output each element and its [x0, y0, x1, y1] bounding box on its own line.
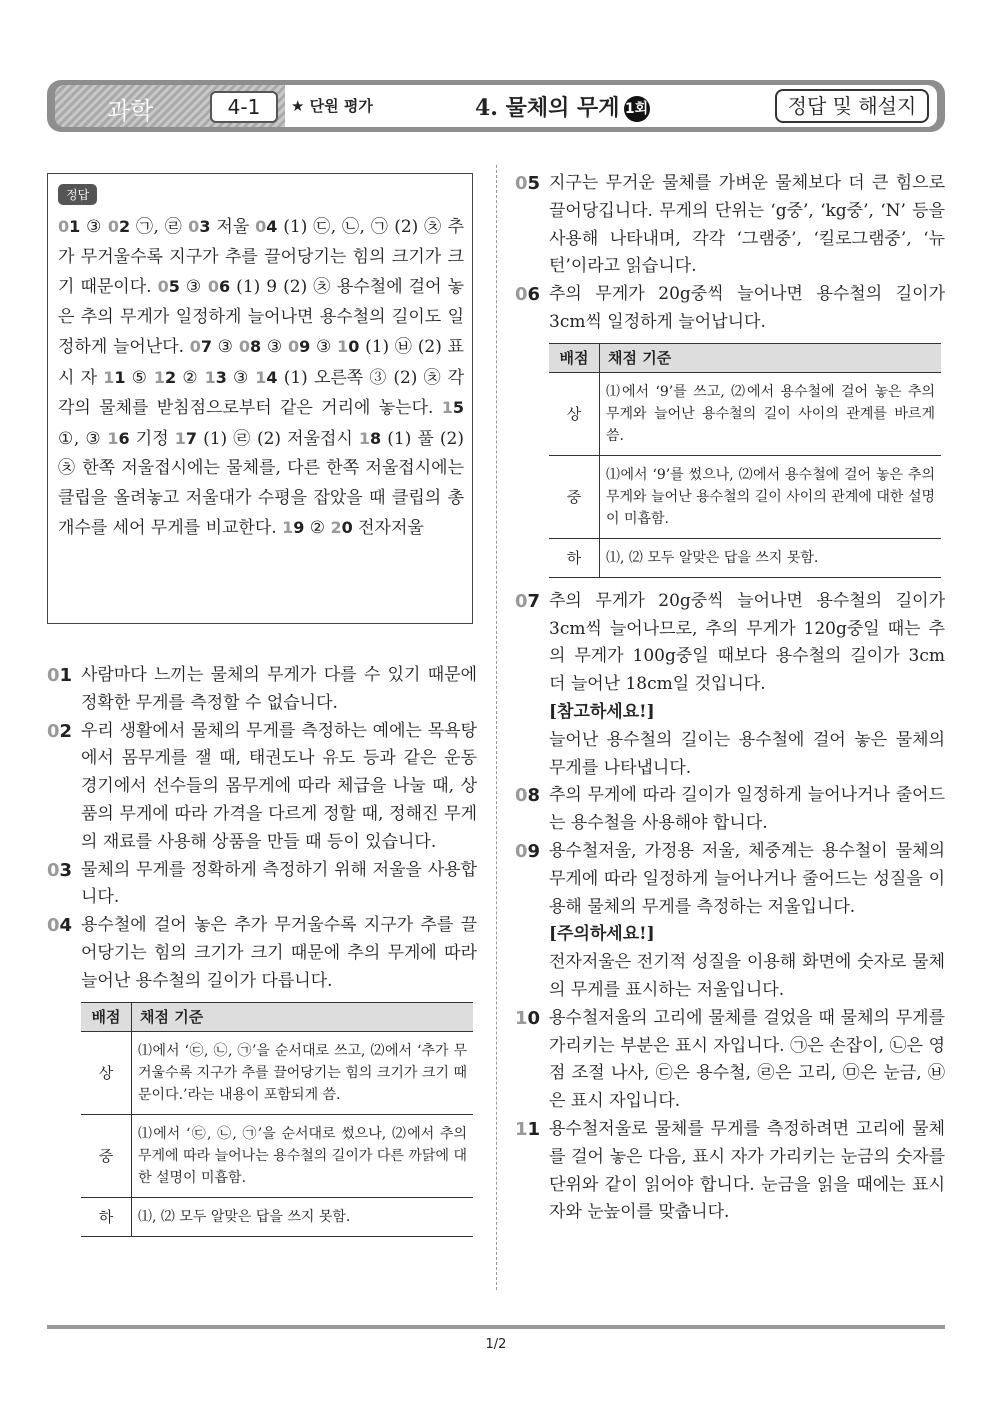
round-badge: 1회 — [624, 96, 650, 122]
right-column — [515, 170, 945, 1227]
note-heading: [주의하세요!] — [549, 924, 655, 945]
answer-text: (1) 풀 (2) ㉩ 한쪽 저울접시에는 물체를, 다른 한쪽 저울접시에는 클립을 올려놓고 저울대가 수평을 잡았을 때 클립의 총 개수를 세어 무게를 비교한다. — [58, 428, 465, 538]
explanation-text: 추의 무게가 20g중씩 늘어나면 용수철의 길이가 3cm씩 일정하게 늘어납니다. — [549, 284, 945, 332]
explanation-item — [515, 838, 945, 1005]
explanation-text: 추의 무게가 20g중씩 늘어나면 용수철의 길이가 3cm씩 늘어나므로, 추의 무게가 120g중일 때는 추의 무게가 100g중일 때보다 용수철의 길이가 3cm 더 늘어난 18cm일 것입니다. — [549, 590, 945, 695]
header-bar — [47, 80, 945, 132]
item-number: 17 — [174, 428, 197, 448]
explanation-item — [515, 588, 945, 783]
explanation-item — [47, 662, 477, 718]
table-header-criteria: 채점 기준 — [132, 1002, 474, 1031]
criteria-text: ⑴에서 ‘9’를 쓰고, ⑵에서 용수철에 걸어 놓은 추의 무게와 늘어난 용수철의 길이 사이의 관계를 바르게 씀. — [600, 372, 942, 455]
explanation-item — [47, 912, 477, 995]
explanation-text: 용수철저울로 물체를 무게를 측정하려면 고리에 물체를 걸어 놓은 다음, 표시 자가 가리키는 눈금의 숫자를 단위와 같이 읽어야 합니다. 눈금을 읽을 때에는 표시 자와 눈높이를 맞춥니다. — [549, 1118, 945, 1223]
table-row — [81, 1114, 473, 1197]
explanation-item — [515, 170, 945, 281]
subject-label: 과학 — [107, 97, 154, 125]
answer-text: 전자저울 — [352, 518, 424, 538]
header-inner — [55, 85, 937, 127]
item-number: 02 — [107, 217, 131, 236]
explanation-text: 추의 무게에 따라 길이가 일정하게 늘어나거나 줄어드는 용수철을 사용해야 합니다. — [549, 785, 945, 834]
table-header-criteria: 채점 기준 — [600, 343, 942, 372]
answer-text: ② — [304, 518, 331, 538]
table-row — [549, 538, 941, 577]
item-number: 02 — [47, 720, 73, 742]
answer-text: ③ — [212, 337, 239, 357]
explanation-item — [47, 718, 477, 857]
table-row — [549, 372, 941, 455]
answer-text: (1) 9 (2) ㉩ 용수철에 걸어 놓은 추의 무게가 일정하게 늘어나면 용수철의 길이도 일정하게 늘어난다. — [58, 277, 464, 357]
table-header-score: 배점 — [549, 343, 600, 372]
answer-text: (1) ㉥ (2) 표시 자 — [58, 337, 464, 388]
scoring-table — [81, 1002, 473, 1237]
score-level: 상 — [81, 1031, 132, 1114]
explanation-item — [47, 857, 477, 913]
item-number: 19 — [282, 518, 305, 537]
item-number: 04 — [47, 915, 73, 937]
table-header-score: 배점 — [81, 1002, 132, 1031]
item-number: 04 — [255, 217, 278, 236]
item-number: 06 — [515, 284, 541, 306]
item-number: 01 — [58, 217, 81, 236]
item-number: 14 — [255, 367, 278, 387]
item-number: 08 — [238, 337, 262, 356]
answer-list — [58, 212, 464, 544]
item-number: 20 — [330, 518, 353, 537]
criteria-text: ⑴에서 ‘㉢, ㉡, ㉠’을 순서대로 썼으나, ⑵에서 추의 무게에 따라 늘어나는 용수철의 길이가 다른 까닭에 대한 설명이 미흡함. — [132, 1114, 474, 1197]
answer-text: ② — [176, 367, 205, 388]
left-column — [47, 662, 477, 1247]
criteria-text: ⑴에서 ‘㉢, ㉡, ㉠’을 순서대로 쓰고, ⑵에서 ‘추가 무거울수록 지구가 추를 끌어당기는 힘의 크기가 크기 때문이다.’라는 내용이 포함되게 씀. — [132, 1031, 474, 1114]
item-number: 10 — [515, 1007, 541, 1029]
criteria-text: ⑴, ⑵ 모두 알맞은 답을 쓰지 못함. — [132, 1197, 474, 1236]
table-row — [549, 455, 941, 538]
table-row — [81, 1197, 473, 1236]
scoring-table — [549, 343, 941, 578]
item-number: 09 — [288, 337, 311, 356]
footer-line — [47, 1325, 945, 1329]
item-number: 18 — [358, 428, 382, 448]
answer-label: 정답 — [58, 184, 97, 205]
explanation-text: 우리 생활에서 물체의 무게를 측정하는 예에는 목욕탕에서 몸무게를 잴 때, 태권도나 유도 등과 같은 운동 경기에서 선수들의 몸무게에 따라 체급을 나눌 때, 상품의 무게에 따라 가격을 다르게 정할 때, 정해진 무게의 재료를 사용해 상품을 만들 때 등이 있습니다. — [81, 720, 477, 852]
answer-text: ③ — [80, 217, 108, 237]
item-number: 16 — [107, 428, 130, 448]
score-level: 하 — [81, 1197, 132, 1236]
answer-text: 저울 — [210, 217, 256, 237]
criteria-text: ⑴, ⑵ 모두 알맞은 답을 쓰지 못함. — [600, 538, 942, 577]
table-row — [81, 1031, 473, 1114]
item-number: 05 — [157, 277, 180, 296]
item-number: 06 — [207, 277, 231, 296]
page-number: 1/2 — [485, 1337, 507, 1352]
item-number: 15 — [441, 398, 464, 417]
explanation-item — [515, 1005, 945, 1116]
answer-text: ①, ③ — [58, 428, 108, 449]
item-number: 03 — [188, 217, 211, 236]
answer-text: ③ — [226, 367, 256, 388]
note-text: 전자저울은 전기적 성질을 이용해 화면에 숫자로 물체의 무게를 표시하는 저울입니다. — [549, 952, 945, 1000]
score-level: 하 — [549, 538, 600, 577]
item-number: 11 — [515, 1118, 541, 1140]
item-number: 09 — [515, 840, 541, 862]
page-title — [475, 91, 650, 122]
item-number: 07 — [189, 337, 212, 356]
title-text: 4. 물체의 무게 — [475, 95, 620, 121]
item-number: 08 — [515, 785, 541, 807]
explanation-text: 용수철저울의 고리에 물체를 걸었을 때 물체의 무게를 가리키는 부분은 표시 자입니다. ㉠은 손잡이, ㉡은 영점 조절 나사, ㉢은 용수철, ㉣은 고리, ㉤은 눈금, ㉥은 표시 자입니다. — [549, 1007, 945, 1112]
answer-text: ㉠, ㉣ — [130, 217, 189, 237]
answer-text: 기정 — [129, 428, 175, 449]
unit-label: ★ 단원 평가 — [291, 97, 373, 115]
explanation-text: 용수철에 걸어 놓은 추가 무거울수록 지구가 추를 끌어당기는 힘의 크기가 크기 때문에 추의 무게에 따라 늘어난 용수철의 길이가 다릅니다. — [81, 915, 477, 991]
answer-text: ③ — [179, 277, 208, 297]
item-number: 13 — [204, 367, 227, 387]
column-divider — [496, 165, 497, 1290]
explanation-text: 지구는 무거운 물체를 가벼운 물체보다 더 큰 힘으로 끌어당깁니다. 무게의 단위는 ‘g중’, ‘kg중’, ‘N’ 등을 사용해 나타내며, 각각 ‘그램중’, ‘킬로그램중’, ‘뉴턴’이라고 읽습니다. — [549, 173, 945, 277]
explanation-text: 물체의 무게를 정확하게 측정하기 위해 저울을 사용합니다. — [81, 859, 477, 908]
answer-box — [47, 173, 473, 624]
answer-text: ③ — [261, 337, 288, 357]
item-number: 12 — [153, 367, 177, 387]
score-level: 중 — [81, 1114, 132, 1197]
item-number: 11 — [103, 367, 126, 387]
grade-label: 4-1 — [210, 91, 278, 123]
explanation-text: 사람마다 느끼는 물체의 무게가 다를 수 있기 때문에 정확한 무게를 측정할 수 없습니다. — [81, 665, 477, 713]
criteria-text: ⑴에서 ‘9’를 썼으나, ⑵에서 용수철에 걸어 놓은 추의 무게와 늘어난 용수철의 길이 사이의 관계에 대한 설명이 미흡함. — [600, 455, 942, 538]
note-text: 늘어난 용수철의 길이는 용수철에 걸어 놓은 물체의 무게를 나타냅니다. — [549, 729, 945, 778]
item-number: 05 — [515, 173, 541, 194]
item-number: 01 — [47, 665, 73, 686]
answer-key-badge: 정답 및 해설지 — [775, 89, 929, 123]
answer-text: ⑤ — [125, 367, 154, 388]
answer-text: ③ — [310, 337, 338, 357]
item-number: 10 — [337, 337, 360, 356]
item-number: 03 — [47, 859, 73, 881]
score-level: 중 — [549, 455, 600, 538]
explanation-item — [515, 1116, 945, 1227]
item-number: 07 — [515, 590, 541, 612]
answer-text: (1) ㉣ (2) 저울접시 — [196, 428, 359, 449]
answer-text: (1) 오른쪽 ③ (2) ㉩ 각각의 물체를 받침점으로부터 같은 거리에 놓는다. — [58, 367, 464, 418]
answer-text: (1) ㉢, ㉡, ㉠ (2) ㉩ 추가 무거울수록 지구가 추를 끌어당기는 힘의 크기가 크기 때문이다. — [58, 217, 464, 297]
score-level: 상 — [549, 372, 600, 455]
note-heading: [참고하세요!] — [549, 701, 655, 722]
explanation-item — [515, 782, 945, 838]
explanation-text: 용수철저울, 가정용 저울, 체중계는 용수철이 물체의 무게에 따라 일정하게 늘어나거나 줄어드는 성질을 이용해 물체의 무게를 측정하는 저울입니다. — [549, 840, 945, 917]
explanation-item — [515, 281, 945, 337]
